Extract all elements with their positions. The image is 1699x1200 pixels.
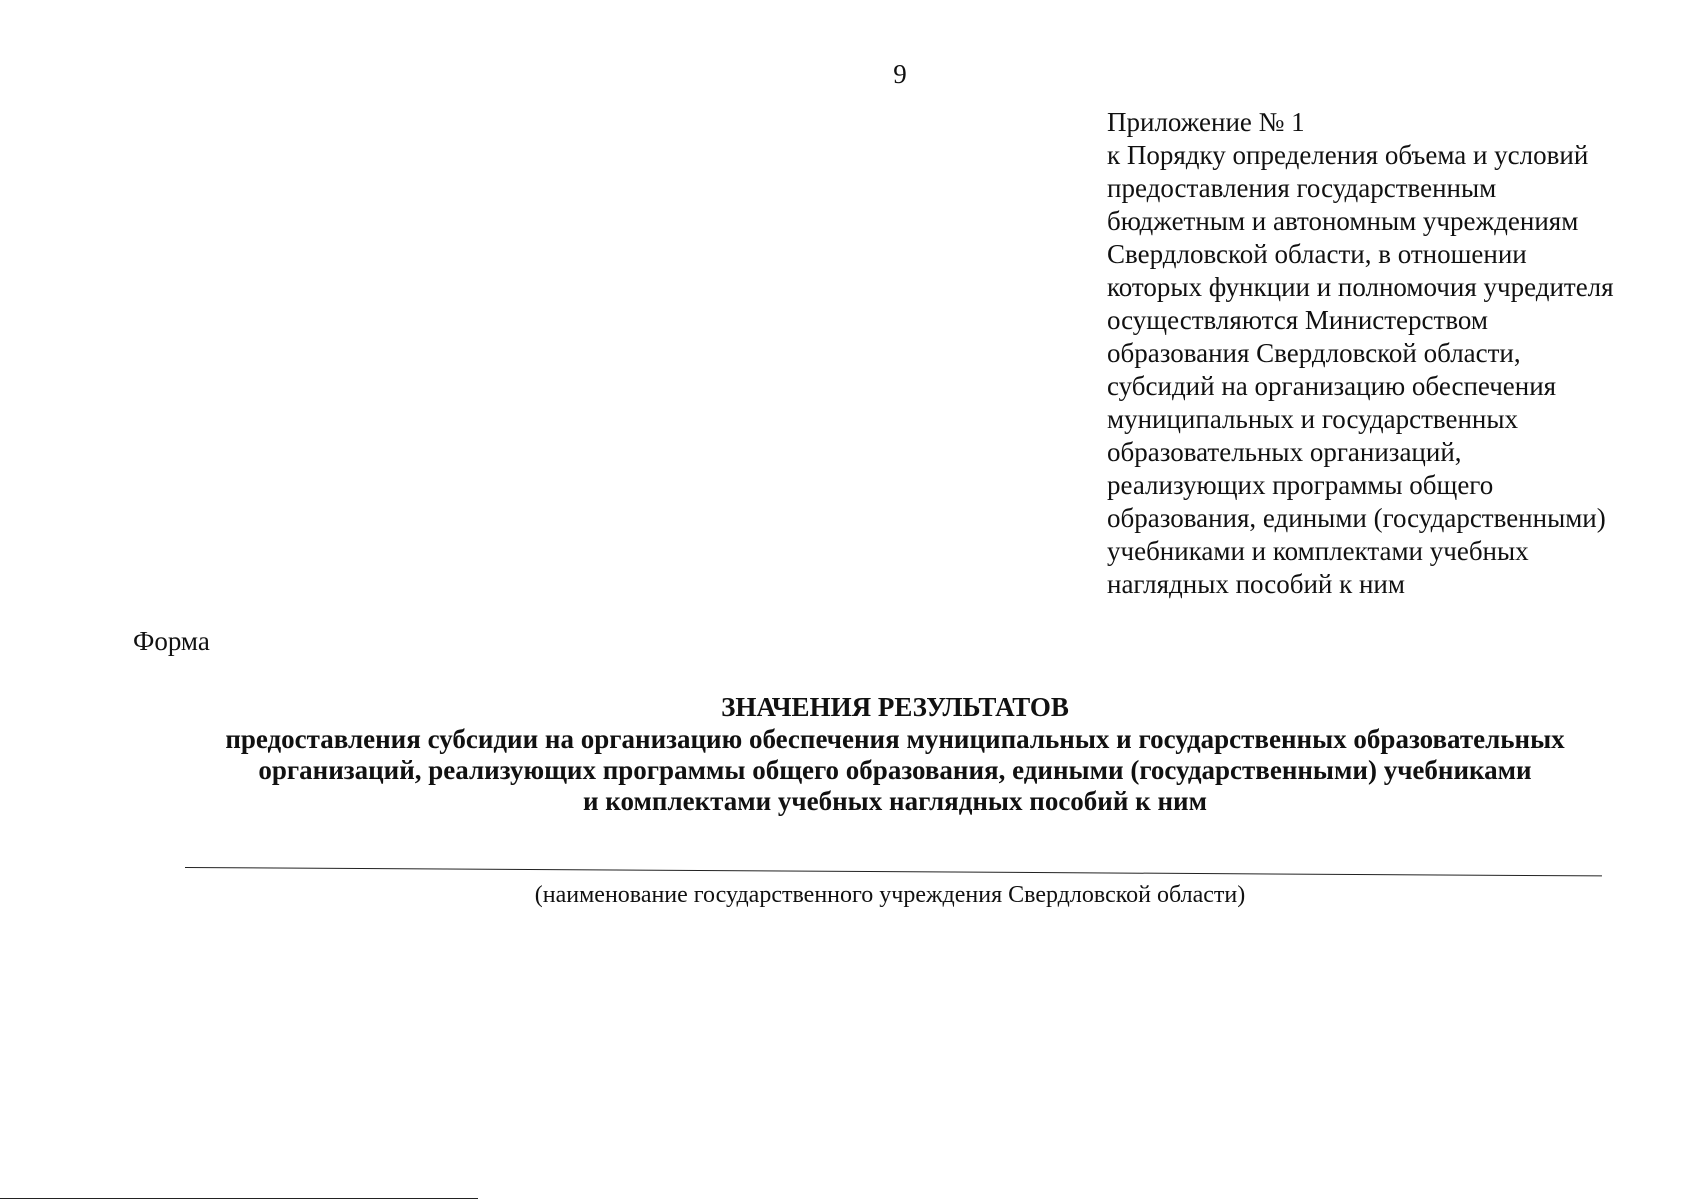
appendix-line: Свердловской области, в отношении <box>1107 239 1527 269</box>
appendix-line: учебниками и комплектами учебных <box>1107 536 1529 566</box>
appendix-line: которых функции и полномочия учредителя <box>1107 272 1614 302</box>
page-number: 9 <box>893 59 907 89</box>
appendix-line: субсидий на организацию обеспечения <box>1107 371 1557 401</box>
appendix-line: бюджетным и автономным учреждениям <box>1107 206 1579 236</box>
appendix-line: Приложение № 1 <box>1107 107 1305 137</box>
appendix-line: осуществляются Министерством <box>1107 305 1488 335</box>
footnote-separator <box>0 1198 478 1199</box>
document-heading <box>120 690 1670 817</box>
appendix-line: к Порядку определения объема и условий <box>1107 140 1589 170</box>
appendix-line: образования, едиными (государственными) <box>1107 503 1606 533</box>
institution-name-caption: (наименование государственного учреждения Свердловской области) <box>534 882 1246 908</box>
document-subtitle-line: и комплектами учебных наглядных пособий к ним <box>583 786 1207 816</box>
document-subtitle-line: организаций, реализующих программы общего образования, едиными (государственными) учебниками <box>258 755 1532 785</box>
appendix-line: предоставления государственным <box>1107 173 1497 203</box>
institution-name-line <box>185 867 1602 876</box>
appendix-block <box>1107 106 1677 601</box>
document-subtitle-line: предоставления субсидии на организацию обеспечения муниципальных и государственных образовательных <box>225 724 1565 754</box>
appendix-line: образования Свердловской области, <box>1107 338 1521 368</box>
appendix-line: муниципальных и государственных <box>1107 404 1518 434</box>
document-title: ЗНАЧЕНИЯ РЕЗУЛЬТАТОВ <box>721 692 1069 722</box>
appendix-line: образовательных организаций, <box>1107 437 1462 467</box>
appendix-line: наглядных пособий к ним <box>1107 569 1405 599</box>
form-label: Форма <box>133 626 210 656</box>
appendix-line: реализующих программы общего <box>1107 470 1494 500</box>
